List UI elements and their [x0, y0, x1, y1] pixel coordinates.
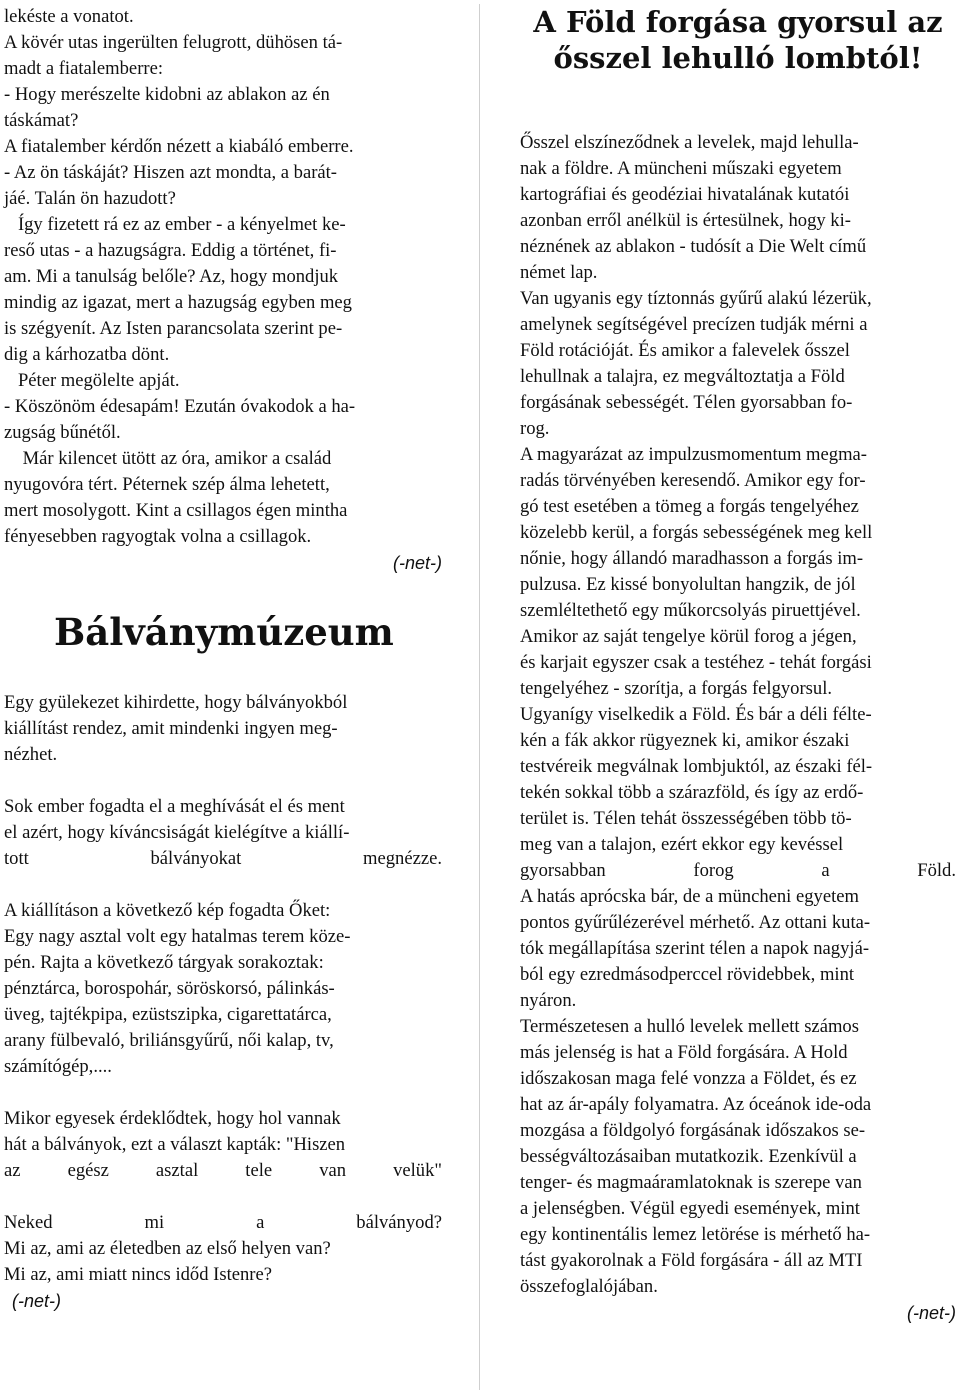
- article-line: és karjait egyszer csak a testéhez - tehát forgási: [520, 652, 872, 673]
- article-line: néznének az ablakon - tudósít a Die Welt című: [520, 236, 867, 257]
- paragraph-line: Egy gyülekezet kihirdette, hogy bálványokból: [4, 692, 348, 713]
- article-line: Föld rotációját. És amikor a falevelek ősszel: [520, 340, 850, 361]
- article-line: Amikor az saját tengelye körül forog a jégen,: [520, 626, 857, 647]
- article-body: [4, 690, 442, 1314]
- story-line: madt a fiatalemberre:: [4, 58, 163, 79]
- story-line: - Köszönöm édesapám! Ezután óvakodok a ha-: [4, 396, 356, 417]
- paragraph-line: Mikor egyesek érdeklődtek, hogy hol vannak: [4, 1108, 341, 1129]
- right-column: [520, 0, 956, 1326]
- article-line: amelynek segítségével precízen tudják mérni a: [520, 314, 868, 335]
- paragraph-line: nézhet.: [4, 744, 58, 765]
- article-line: terület is. Télen tehát összességében több tö-: [520, 808, 852, 829]
- article-line: kartográfiai és geodéziai hivatalának kutatói: [520, 184, 850, 205]
- paragraph: [4, 1106, 442, 1184]
- article-line: nőnie, hogy állandó maradhasson a forgás im-: [520, 548, 864, 569]
- spacer: [4, 872, 442, 898]
- article-line: tengelyéhez - szorítja, a forgás felgyorsul.: [520, 678, 833, 699]
- article-line: Természetesen a hulló levelek mellett számos: [520, 1016, 859, 1037]
- story-line: A fiatalember kérdőn nézett a kiabáló emberre.: [4, 136, 354, 157]
- paragraph-line: Mi az, ami az életedben az első helyen van?: [4, 1238, 331, 1259]
- column-divider: [479, 4, 480, 1390]
- article-line: tók megállapítása szerint télen a napok nagyjá-: [520, 938, 870, 959]
- spacer: [4, 1184, 442, 1210]
- paragraph-line: pénztárca, borospohár, söröskorsó, pálinkás-: [4, 978, 335, 999]
- article-line: pontos gyűrűlézerével mérhető. Az ottani kuta-: [520, 912, 871, 933]
- paragraph-line: Mi az, ami miatt nincs időd Istenre?: [4, 1264, 272, 1285]
- story-line: Így fizetett rá ez az ember - a kényelmet ke-: [4, 214, 346, 235]
- story-line: Már kilencet ütött az óra, amikor a család: [4, 448, 332, 469]
- article-line: A magyarázat az impulzusmomentum megma-: [520, 444, 867, 465]
- article-line: bességváltozásaiban mutatkozik. Ezenkívül a: [520, 1146, 857, 1167]
- paragraph: [4, 794, 442, 872]
- article-line: A hatás aprócska bár, de a müncheni egyetem: [520, 886, 859, 907]
- article-line: testvéreik megválnak lombjuktól, az északi fél-: [520, 756, 873, 777]
- article-line: német lap.: [520, 262, 598, 283]
- story-line: táskámat?: [4, 110, 79, 131]
- story-line: zugság bűnétől.: [4, 422, 121, 443]
- paragraph-line: A kiállításon a következő kép fogadta Őket:: [4, 900, 331, 921]
- story-line: A kövér utas ingerülten felugrott, dühösen tá-: [4, 32, 343, 53]
- article-line: azonban erről anélkül is értesülnek, hogy ki-: [520, 210, 851, 231]
- article-line: mozgása a földgolyó forgásának időszakos se-: [520, 1120, 866, 1141]
- paragraph-line: kiállítást rendez, amit mindenki ingyen meg-: [4, 718, 338, 739]
- article-line: más jelenség is hat a Föld forgására. A Hold: [520, 1042, 848, 1063]
- article-line: gó test esetében a tömeg a forgás tengelyéhez: [520, 496, 859, 517]
- article-line: kén a fák akkor rügyeznek ki, amikor északi: [520, 730, 850, 751]
- paragraph-line: Neked mi a bálványod?: [4, 1212, 442, 1233]
- story-continuation: [4, 4, 442, 576]
- article-line: nak a földre. A müncheni műszaki egyetem: [520, 158, 842, 179]
- article-line: közelebb kerül, a forgás sebességének meg kell: [520, 522, 873, 543]
- story-line: am. Mi a tanulság belőle? Az, hogy mondjuk: [4, 266, 339, 287]
- paragraph-line: tott bálványokat megnézze.: [4, 848, 442, 869]
- article-line: ból egy ezredmásodperccel rövidebbek, mint: [520, 964, 855, 985]
- story-line: reső utas - a hazugságra. Eddig a történet, fi-: [4, 240, 337, 261]
- paragraph-line: az egész asztal tele van velük": [4, 1160, 442, 1181]
- story-line: mert mosolygott. Kint a csillagos égen mintha: [4, 500, 348, 521]
- paragraph-line: üveg, tajtékpipa, ezüstszipka, cigarettatárca,: [4, 1004, 332, 1025]
- paragraph: [4, 1210, 442, 1288]
- paragraph-line: Egy nagy asztal volt egy hatalmas terem köze-: [4, 926, 351, 947]
- paragraph-line: Sok ember fogadta el a meghívását el és ment: [4, 796, 345, 817]
- article-line: tenger- és magmaáramlatoknak is szerepe van: [520, 1172, 862, 1193]
- left-column: [4, 0, 442, 1314]
- article-line: egy kontinentális lemez letörése is mérhető ha-: [520, 1224, 871, 1245]
- article-line: radás törvényében keresendő. Amikor egy for-: [520, 470, 866, 491]
- article-title: Bálványmúzeum: [54, 610, 394, 654]
- story-line: - Hogy merészelte kidobni az ablakon az én: [4, 84, 330, 105]
- spacer: [4, 768, 442, 794]
- article-line: forgásának sebességét. Télen gyorsabban fo-: [520, 392, 853, 413]
- story-line: mindig az igazat, mert a hazugság egyben meg: [4, 292, 352, 313]
- article-line: lehullnak a talajra, ez megváltoztatja a Föld: [520, 366, 845, 387]
- paragraph-line: pén. Rajta a következő tárgyak sorakoztak:: [4, 952, 324, 973]
- story-line: jáé. Talán ön hazudott?: [4, 188, 176, 209]
- story-line: - Az ön táskáját? Hiszen azt mondta, a barát-: [4, 162, 337, 183]
- article-line: tekén sokkal több a szárazföld, és így az erdő-: [520, 782, 864, 803]
- article-line: szemléltethető egy műkorcsolyás piruettjével.: [520, 600, 861, 621]
- article-line: gyorsabban forog a Föld.: [520, 860, 956, 881]
- article-signature: (-net-): [12, 1291, 61, 1311]
- paragraph-line: számítógép,....: [4, 1056, 112, 1077]
- story-line: lekéste a vonatot.: [4, 6, 134, 27]
- paragraph-line: el azért, hogy kíváncsiságát kielégítve a kiállí-: [4, 822, 350, 843]
- article-line: rog.: [520, 418, 550, 439]
- article-line: Ugyanígy viselkedik a Föld. És bár a déli félte-: [520, 704, 872, 725]
- story-line: dig a kárhozatba dönt.: [4, 344, 170, 365]
- article-line: pulzusa. Ez kissé bonyolultan hangzik, de jól: [520, 574, 856, 595]
- article-signature: (-net-): [907, 1303, 956, 1323]
- article-line: meg van a talajon, ezért ekkor egy kevéssel: [520, 834, 844, 855]
- article-line: tást gyakorolnak a Föld forgására - áll az MTI: [520, 1250, 863, 1271]
- story-line: fényesebben ragyogtak volna a csillagok.: [4, 526, 312, 547]
- article-body: [520, 130, 956, 1326]
- article-line: nyáron.: [520, 990, 577, 1011]
- paragraph-line: hát a bálványok, ezt a választ kapták: "Hiszen: [4, 1134, 346, 1155]
- spacer: [4, 1080, 442, 1106]
- article-line: Van ugyanis egy tíztonnás gyűrű alakú lézerük,: [520, 288, 872, 309]
- story-line: Péter megölelte apját.: [4, 370, 180, 391]
- paragraph-line: arany fülbevaló, briliánsgyűrű, női kalap, tv,: [4, 1030, 334, 1051]
- article-line: hat az ár-apály folyamatra. Az óceánok ide-oda: [520, 1094, 872, 1115]
- article-line: időszakosan maga felé vonzza a Földet, és ez: [520, 1068, 857, 1089]
- article-line: a jelenségben. Végül egyedi események, mint: [520, 1198, 860, 1219]
- article-line: Ősszel elszíneződnek a levelek, majd lehulla-: [520, 132, 859, 153]
- paragraph: [4, 690, 442, 768]
- paragraph: [4, 898, 442, 1080]
- article-line: összefoglalójában.: [520, 1276, 658, 1297]
- story-signature: (-net-): [393, 553, 442, 573]
- article-title: A Föld forgása gyorsul az ősszel lehulló lombtól!: [533, 5, 943, 75]
- story-line: is szégyenít. Az Isten parancsolata szerint pe-: [4, 318, 343, 339]
- story-line: nyugovóra tért. Péternek szép álma lehetett,: [4, 474, 330, 495]
